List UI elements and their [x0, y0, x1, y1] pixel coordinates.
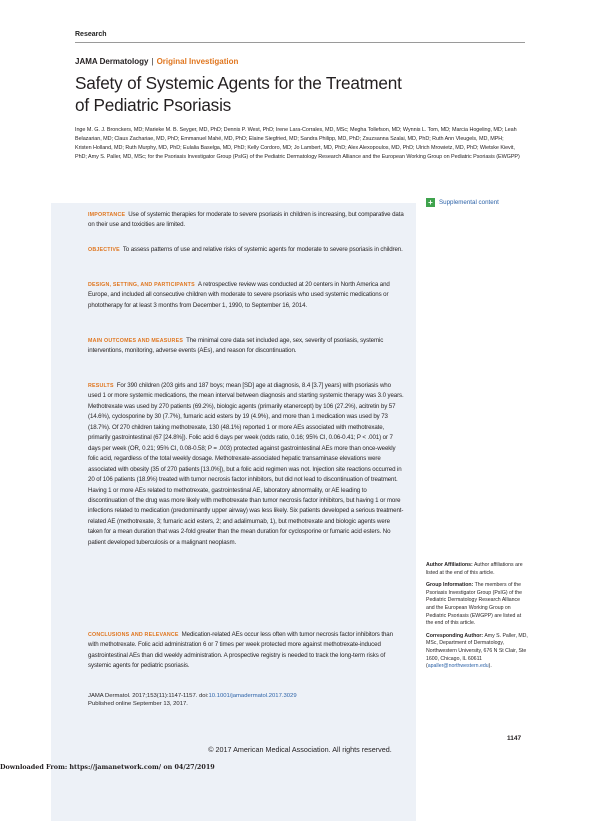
results-text: For 390 children (203 girls and 187 boys; mean [SD] age at diagnosis, 8.4 [3.7] years) with psoriasis who used 1 or more systemic medications, the mean interval between diagnosis and starting systemic therapy was 3.0 years. Methotrexate was used by 270 patients (69.2%), biologic agents (primarily etanercept) by 106 (27.2%), acitretin by 57 (14.6%), cyclosporine by 30 (7.7%), fumaric acid esters by 19 (4.9%), and more than 1 medication was used by 73 (18.7%). Of 270 children taking methotrexate, 130 (48.1%) reported 1 or more AEs associated with methotrexate, primarily gastrointestinal (67 [24.8%]). Folic acid 6 days per week (odds ratio, 0.16; 95% CI, 0.06-0.41; P < .001) or 7 days per week (OR, 0.21; 95% CI, 0.08-0.58; P = .003) protected against gastrointestinal AEs more than once-weekly folic acid, regardless of the total weekly dosage. Methotrexate-associated hepatic transaminase elevations were associated with obesity (35 of 270 patients [13.0%]), but a folic acid regimen was not. Injection site reactions occurred in 20 of 106 patients (18.9%) treated with tumor necrosis factor inhibitors, but did not lead to discontinuation of treatment. Having 1 or more AEs related to methotrexate, gastrointestinal AE, laboratory abnormality, or AE leading to discontinuation of the drug was more likely with methotrexate than tumor necrosis factor inhibitors, but having 1 or more infections related to medication (predominantly upper airway) was less likely. Six patients developed a serious treatment-related AE (methotrexate, 3; fumaric acid esters, 2; and adalimumab, 1), but methotrexate and biologic agents were taken for a mean duration that was 2-fold greater than the mean duration for cyclosporine or fumaric acid esters. No patient developed tuberculosis or a malignant neoplasm.	[88, 382, 404, 546]
published-date: Published online September 13, 2017.	[88, 701, 188, 708]
supplemental-content-link[interactable]	[426, 198, 499, 207]
abstract-design	[88, 280, 404, 311]
objective-text: To assess patterns of use and relative risks of systemic agents for moderate to severe psoriasis in children.	[122, 246, 403, 253]
citation-prefix: JAMA Dermatol. 2017;153(11):1147-1157. doi:	[88, 693, 209, 699]
author-list: Inge M. G. J. Bronckers, MD; Marieke M. B. Seyger, MD, PhD; Dennis P. West, PhD; Irene Lara-Corrales, MD, MSc; Megha Tollefson, MD; Wynnis L. Tom, MD; Marcia Hogeling, MD; Leah Belazarian, MD; Claus Zachariae, MD, PhD; Emmanuel Mahé, MD, PhD; Elaine Siegfried, MD; Sandra Philipp, MD, PhD; Zsuzsanna Szalai, MD, PhD; Ruth Ann Vleugels, MD, MPH; Kristen Holland, MD; Ruth Murphy, MD, PhD; Eulalia Baselga, MD, PhD; Kelly Cordoro, MD; Jo Lambert, MD, PhD; Alex Alexopoulos, MD, PhD; Ulrich Mrowietz, MD, PhD; Wietske Kievit, PhD; Amy S. Paller, MD, MSc; for the Psoriasis Investigator Group (PsIG) of the Pediatric Dermatology Research Alliance and the European Working Group on Pediatric Psoriasis (EWGPP)	[75, 127, 520, 161]
importance-text: Use of systemic therapies for moderate to severe psoriasis in children is increasing, but comparative data on their use and toxicities are limited.	[88, 211, 404, 229]
citation-line	[88, 692, 404, 700]
page-number: 1147	[507, 735, 522, 742]
conclusions-label: CONCLUSIONS AND RELEVANCE	[88, 632, 179, 638]
section-label: Research	[75, 31, 107, 38]
corresponding-suffix: ).	[488, 663, 492, 670]
download-stamp: Downloaded From: https://jamanetwork.com/ on 04/27/2019	[0, 763, 215, 771]
copyright: © 2017 American Medical Association. All rights reserved.	[208, 745, 392, 754]
journal-line	[75, 57, 238, 66]
corresponding-label: Corresponding Author:	[426, 632, 484, 639]
sidebar-notes	[426, 562, 529, 676]
design-text: A retrospective review was conducted at 20 centers in North America and Europe, and included all consecutive children with moderate to severe psoriasis who used systemic medications or phototherapy for at least 3 months from December 1, 1990, to September 16, 2014.	[88, 281, 390, 309]
group-information	[426, 582, 529, 628]
citation	[88, 692, 404, 709]
author-affiliations	[426, 562, 529, 577]
importance-label: IMPORTANCE	[88, 212, 126, 218]
title-line-2: of Pediatric Psoriasis	[75, 95, 232, 115]
abstract-outcomes	[88, 336, 404, 357]
outcomes-label: MAIN OUTCOMES AND MEASURES	[88, 338, 184, 344]
abstract-results	[88, 381, 404, 548]
design-label: DESIGN, SETTING, AND PARTICIPANTS	[88, 282, 195, 288]
affiliations-text: Author affiliations are listed at the end of this article.	[426, 562, 523, 576]
outcomes-text: The minimal core data set included age, sex, severity of psoriasis, systemic interventions, monitoring, adverse events (AEs), and reason for discontinuation.	[88, 337, 384, 355]
results-label: RESULTS	[88, 383, 114, 389]
title-line-1: Safety of Systemic Agents for the Treatment	[75, 73, 402, 93]
corresponding-author	[426, 633, 529, 671]
header-divider	[75, 42, 525, 43]
objective-label: OBJECTIVE	[88, 247, 120, 253]
group-label: Group Information:	[426, 582, 474, 589]
conclusions-text: Medication-related AEs occur less often with tumor necrosis factor inhibitors than with methotrexate. Folic acid administration 6 or 7 times per week protected more against methotrexate-induced gastrointestinal AEs than did weekly administration. A prospective registry is needed to track the long-term risks of systemic agents for pediatric psoriasis.	[88, 631, 393, 670]
group-text: The members of the Psoriasis Investigator Group (PsIG) of the Pediatric Dermatology Research Alliance and the European Working Group on Pediatric Psoriasis (EWGPP) are listed at the end of this article.	[426, 582, 523, 627]
journal-separator: |	[151, 57, 154, 66]
plus-icon: +	[426, 198, 435, 207]
abstract-importance	[88, 210, 404, 231]
abstract-objective	[88, 245, 404, 255]
journal-name: JAMA Dermatology	[75, 57, 149, 66]
affiliations-label: Author Affiliations:	[426, 562, 473, 568]
article-title	[75, 72, 495, 116]
supplemental-content-label[interactable]: Supplemental content	[439, 199, 499, 206]
doi-link[interactable]: 10.1001/jamadermatol.2017.3029	[208, 693, 297, 699]
email-link[interactable]: apaller@northwestern.edu	[427, 663, 489, 670]
corresponding-text: Amy S. Paller, MD, MSc, Department of Dermatology, Northwestern University, 676 N St Clair, Ste 1600, Chicago, IL 60611 (	[426, 632, 528, 670]
article-type: Original Investigation	[156, 57, 239, 66]
abstract-conclusions	[88, 630, 404, 672]
